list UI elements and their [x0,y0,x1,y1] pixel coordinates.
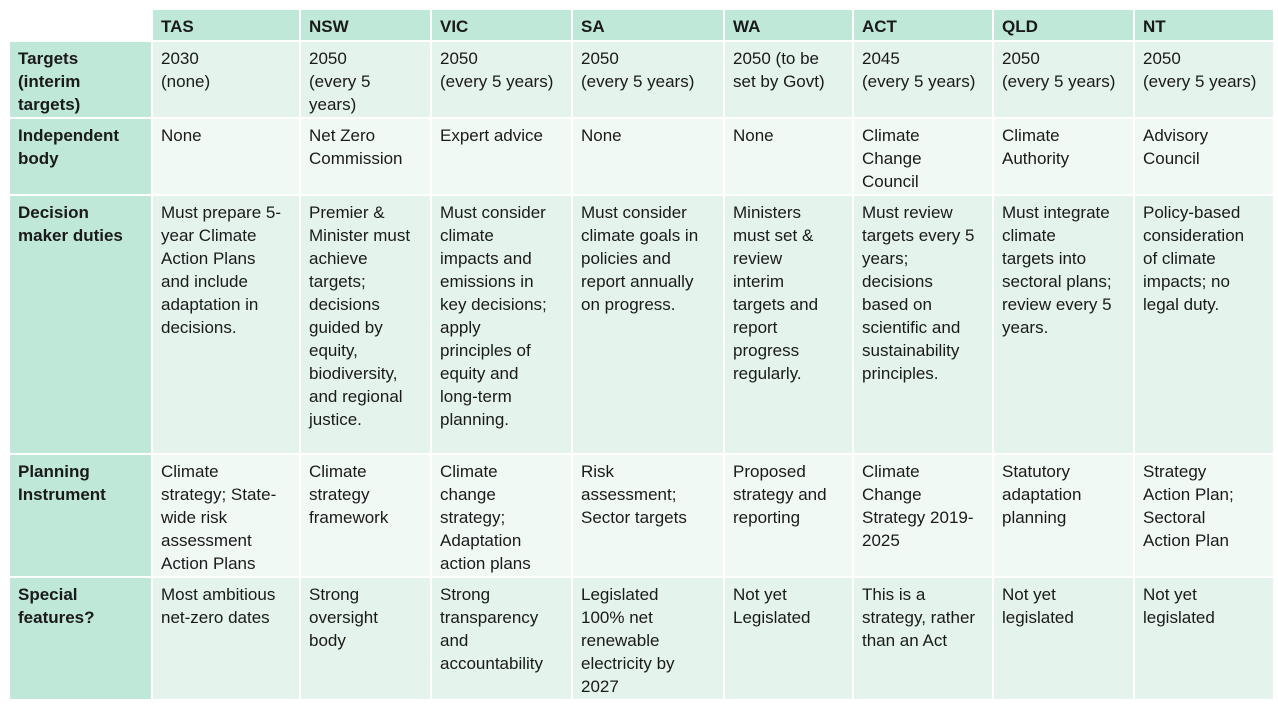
table-cell-targets-wa: 2050 (to be set by Govt) [725,42,852,117]
table-cell-decision-maker-duties-nsw: Premier & Minister must achieve targets; decisions guided by equity, biodiversity, and regional justice. [301,196,430,452]
table-row-independent-body [10,119,1273,194]
table-cell-special-features-nsw: Strong oversight body [301,578,430,699]
table-cell-planning-instrument-qld: Statutory adaptation planning [994,455,1133,576]
table-cell-decision-maker-duties-vic: Must consider climate impacts and emissions in key decisions; apply principles of equity and long-term planning. [432,196,571,452]
table-cell-special-features-nt: Not yet legislated [1135,578,1273,699]
table-cell-decision-maker-duties-tas: Must prepare 5- year Climate Action Plans and include adaptation in decisions. [153,196,299,452]
table-cell-targets-sa: 2050 (every 5 years) [573,42,723,117]
column-header-sa: SA [573,10,723,40]
table-cell-special-features-act: This is a strategy, rather than an Act [854,578,992,699]
table-cell-targets-qld: 2050 (every 5 years) [994,42,1133,117]
comparison-table [8,8,1275,701]
row-header-targets: Targets (interim targets) [10,42,151,117]
table-cell-special-features-wa: Not yet Legislated [725,578,852,699]
column-header-vic: VIC [432,10,571,40]
column-header-nsw: NSW [301,10,430,40]
table-cell-planning-instrument-nt: Strategy Action Plan; Sectoral Action Plan [1135,455,1273,576]
column-header-act: ACT [854,10,992,40]
table-row-planning-instrument [10,455,1273,576]
table-cell-independent-body-wa: None [725,119,852,194]
corner-cell [10,10,151,40]
table-cell-planning-instrument-act: Climate Change Strategy 2019- 2025 [854,455,992,576]
table-cell-special-features-qld: Not yet legislated [994,578,1133,699]
column-header-qld: QLD [994,10,1133,40]
table-cell-targets-vic: 2050 (every 5 years) [432,42,571,117]
table-cell-targets-nsw: 2050 (every 5 years) [301,42,430,117]
table-cell-targets-nt: 2050 (every 5 years) [1135,42,1273,117]
column-header-wa: WA [725,10,852,40]
row-header-decision-maker-duties: Decision maker duties [10,196,151,452]
table-cell-decision-maker-duties-wa: Ministers must set & review interim targets and report progress regularly. [725,196,852,452]
table-cell-special-features-vic: Strong transparency and accountability [432,578,571,699]
table-cell-independent-body-nt: Advisory Council [1135,119,1273,194]
table-cell-decision-maker-duties-sa: Must consider climate goals in policies and report annually on progress. [573,196,723,452]
table-cell-special-features-tas: Most ambitious net-zero dates [153,578,299,699]
row-header-planning-instrument: Planning Instrument [10,455,151,576]
table-cell-independent-body-qld: Climate Authority [994,119,1133,194]
table-cell-decision-maker-duties-qld: Must integrate climate targets into sectoral plans; review every 5 years. [994,196,1133,452]
table-cell-decision-maker-duties-act: Must review targets every 5 years; decisions based on scientific and sustainability principles. [854,196,992,452]
table-cell-planning-instrument-sa: Risk assessment; Sector targets [573,455,723,576]
row-header-special-features: Special features? [10,578,151,699]
table-cell-planning-instrument-tas: Climate strategy; State- wide risk assessment Action Plans [153,455,299,576]
table-cell-independent-body-sa: None [573,119,723,194]
header-row [10,10,1273,40]
column-header-nt: NT [1135,10,1273,40]
table-row-decision-maker-duties [10,196,1273,452]
column-header-tas: TAS [153,10,299,40]
table-cell-planning-instrument-wa: Proposed strategy and reporting [725,455,852,576]
table-cell-planning-instrument-nsw: Climate strategy framework [301,455,430,576]
table-cell-decision-maker-duties-nt: Policy-based consideration of climate impacts; no legal duty. [1135,196,1273,452]
table-cell-independent-body-act: Climate Change Council [854,119,992,194]
table-cell-targets-tas: 2030 (none) [153,42,299,117]
table-cell-independent-body-tas: None [153,119,299,194]
table-row-targets [10,42,1273,117]
table-cell-targets-act: 2045 (every 5 years) [854,42,992,117]
table-cell-special-features-sa: Legislated 100% net renewable electricity by 2027 [573,578,723,699]
table-cell-independent-body-vic: Expert advice [432,119,571,194]
row-header-independent-body: Independent body [10,119,151,194]
table-row-special-features [10,578,1273,699]
table-cell-independent-body-nsw: Net Zero Commission [301,119,430,194]
table-cell-planning-instrument-vic: Climate change strategy; Adaptation action plans [432,455,571,576]
